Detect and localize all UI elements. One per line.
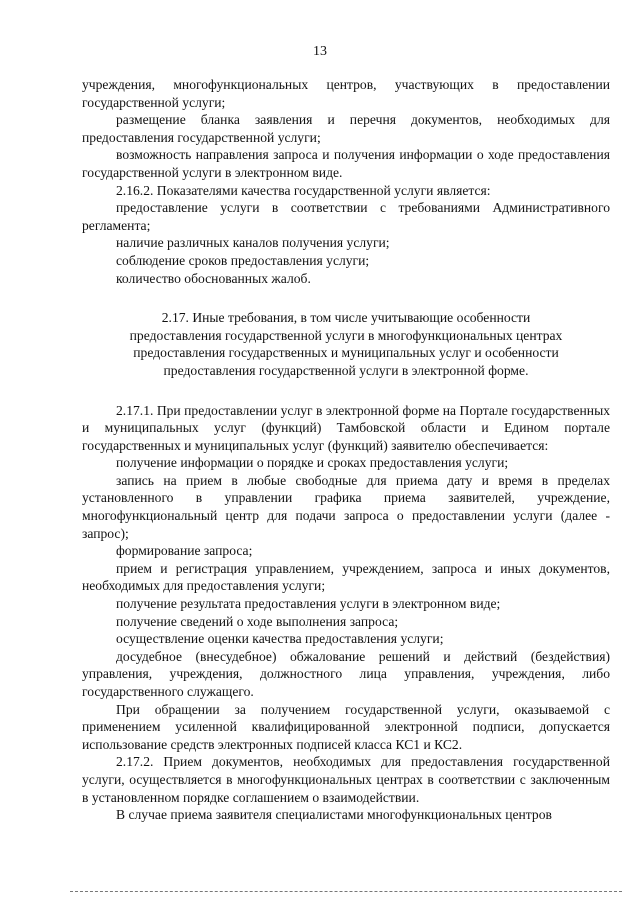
bottom-divider (70, 891, 622, 892)
paragraph: В случае приема заявителя специалистами многофункциональных центров (116, 807, 552, 823)
paragraph: 2.16.2. Показателями качества государственной услуги является: (116, 182, 491, 198)
paragraph: предоставление услуги в соответствии с требованиями Административного регламента; (82, 200, 610, 233)
paragraph: получение информации о порядке и сроках предоставления услуги; (116, 455, 509, 471)
paragraph: формирование запроса; (116, 543, 253, 559)
paragraph: 2.17.2. Прием документов, необходимых для предоставления государственной услуги, осуществляется в многофункциональных центрах в соответствии с заключенным в установленном порядке соглашением о взаимодействии. (82, 754, 610, 805)
heading-line: 2.17. Иные требования, в том числе учитывающие особенности (161, 310, 531, 326)
paragraph: запись на прием в любые свободные для приема дату и время в пределах установленного в управлении графика приема заявителей, учреждение, многофункциональный центр для подачи запроса о предоставлении услуги (далее - запрос); (82, 472, 610, 541)
paragraph: получение сведений о ходе выполнения запроса; (116, 613, 399, 629)
heading-line: предоставления государственной услуги в многофункциональных центрах (129, 327, 563, 343)
heading-line: предоставления государственных и муниципальных услуг и особенности (133, 345, 559, 361)
paragraph: При обращении за получением государственной услуги, оказываемой с применением усиленной квалифицированной электронной подписи, допускается использование средств электронных подписей класса КС1 и КС2. (82, 701, 610, 752)
document-body (82, 76, 610, 824)
paragraph: размещение бланка заявления и перечня документов, необходимых для предоставления государственной услуги; (82, 112, 610, 145)
paragraph: 2.17.1. При предоставлении услуг в электронной форме на Портале государственных и муниципальных услуг (функций) Тамбовской области и Едином портале государственных и муниципальных услуг (функций) заявителю обеспечивается: (82, 402, 610, 453)
paragraph: получение результата предоставления услуги в электронном виде; (116, 596, 501, 612)
paragraph: количество обоснованных жалоб. (116, 270, 311, 286)
paragraph: осуществление оценки качества предоставления услуги; (116, 631, 444, 647)
heading-line: предоставления государственной услуги в электронной форме. (163, 362, 529, 378)
paragraph: досудебное (внесудебное) обжалование решений и действий (бездействия) управления, учреждения, должностного лица управления, учреждения, либо государственного служащего. (82, 648, 610, 699)
page-number: 13 (313, 44, 327, 59)
paragraph: возможность направления запроса и получения информации о ходе предоставления государственной услуги в электронном виде. (82, 147, 610, 180)
paragraph: учреждения, многофункциональных центров, участвующих в предоставлении государственной услуги; (82, 77, 610, 110)
section-heading (82, 309, 610, 379)
paragraph: соблюдение сроков предоставления услуги; (116, 252, 370, 268)
paragraph: наличие различных каналов получения услуги; (116, 235, 390, 251)
paragraph: прием и регистрация управлением, учреждением, запроса и иных документов, необходимых для предоставления услуги; (82, 560, 610, 594)
